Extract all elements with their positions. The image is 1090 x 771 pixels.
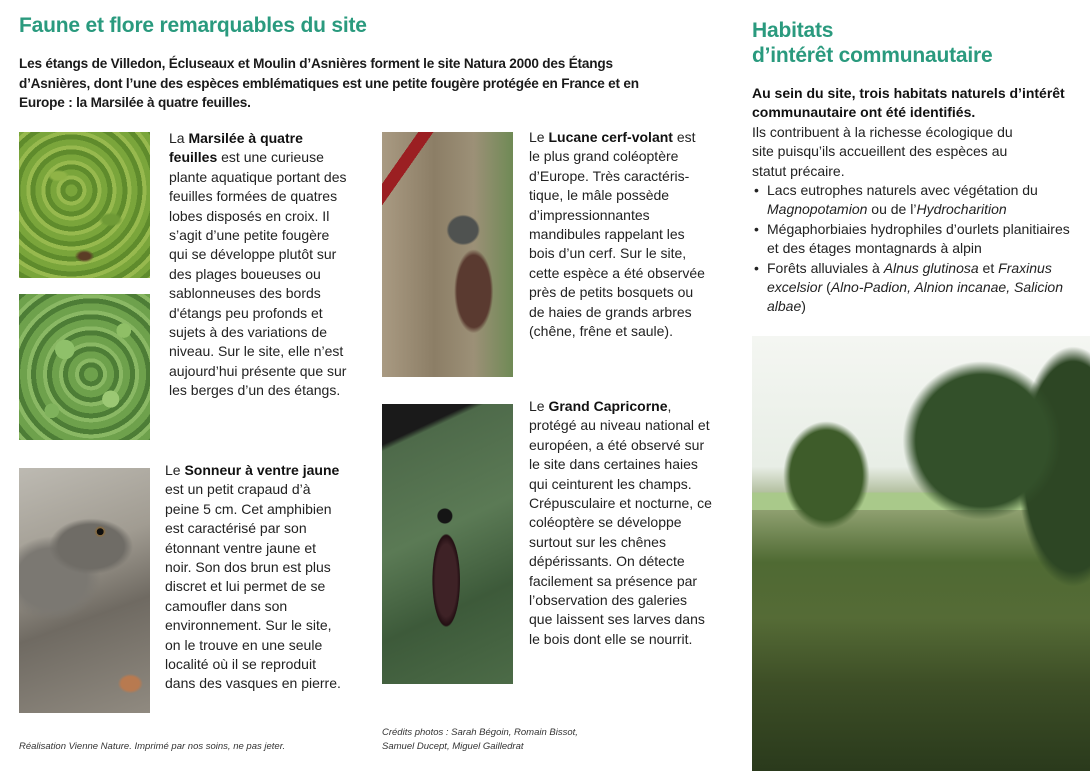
habitats-intro-bold: Au sein du site, trois habitats naturels d’intérêt communautaire ont été identifiés. [752,85,1065,121]
habitat-item: • Lacs eutrophes naturels avec végétation du Magnopotamion ou de l’Hydrocharition [752,181,1082,220]
photo-marsilea-closeup [19,294,150,440]
photo-habitat-landscape [752,336,1090,771]
species-name: Lucane cerf-volant [548,129,673,145]
species-text-marsilea: La Marsilée à quatre feuilles est une curieuse plante aquatique portant des feuilles formées de quatres lobes disposés en croix. Il s’agit d’une petite fougère qui se développe plutôt sur des plages boueuses ou sablonneuses des bords d'étangs peu profonds et sujets à des variations de niveau. Sur le site, elle n’est aujourd’hui présente que sur les berges d’un des étangs. [169,130,347,399]
section-title-faune-flore: Faune et flore remarquables du site [19,14,367,37]
intro-paragraph: Les étangs de Villedon, Écluseaux et Moulin d’Asnières forment le site Natura 2000 des Étangs d’Asnières, dont l’une des espèces emblématiques est une petite fougère protégée en France et en Europe : la Marsilée à quatre feuilles. [19,56,639,110]
photo-credits: Crédits photos : Sarah Bégoin, Romain Bissot, Samuel Ducept, Miguel Gailledrat [382,727,578,752]
species-name: Marsilée à quatre feuilles [169,130,303,166]
photo-sonneur-toad [19,468,150,713]
habitat-item: • Forêts alluviales à Alnus glutinosa et Fraxinus excelsior (Alno-Padion, Alnion incanae, Salicion albae) [752,259,1082,317]
species-name: Grand Capricorne [548,398,668,414]
photo-grand-capricorne [382,404,513,684]
species-name: Sonneur à ventre jaune [184,462,340,478]
habitats-intro-text: Ils contribuent à la richesse écologique du site puisqu’ils accueillent des espèces au statut précaire. [752,123,1013,179]
species-text-sonneur: Le Sonneur à ventre jaune est un petit crapaud d’à peine 5 cm. Cet amphibien est caractérisé par son étonnant ventre jaune et noir. Son dos brun est plus discret et lui permet de se camoufler dans son environnement. Sur le site, on le trouve en une seule localité où il se reproduit dans des vasques en pierre. [165,462,341,692]
section-title-habitats: Habitats d’intérêt communautaire [752,19,993,67]
species-text-capricorne: Le Grand Capricorne, protégé au niveau national et européen, a été observé sur le site dans certaines haies qui ceinturent les champs. Crépusculaire et nocturne, ce coléoptère se développe surtout sur les chênes dépérissants. On détecte facilement sa présence par l’observation des galeries que laissent ses larves dans le bois dont elle se nourrit. [529,398,712,647]
photo-marsilea-field [19,132,150,278]
photo-lucane-stag-beetle [382,132,513,377]
habitats-list [752,181,1082,317]
species-text-lucane: Le Lucane cerf-volant est le plus grand coléoptère d’Europe. Très caractéris-tique, le mâle possède d’impressionnantes mandibules rappelant les bois d’un cerf. Sur le site, cette espèce a été observée près de petits bosquets ou de haies de grands arbres (chêne, frêne et saule). [529,129,705,340]
habitat-item: • Mégaphorbiaies hydrophiles d’ourlets planitiaires et des étages montagnards à alpin [752,220,1082,259]
habitats-intro [752,84,1082,181]
footer-realisation: Réalisation Vienne Nature. Imprimé par nos soins, ne pas jeter. [19,741,286,752]
